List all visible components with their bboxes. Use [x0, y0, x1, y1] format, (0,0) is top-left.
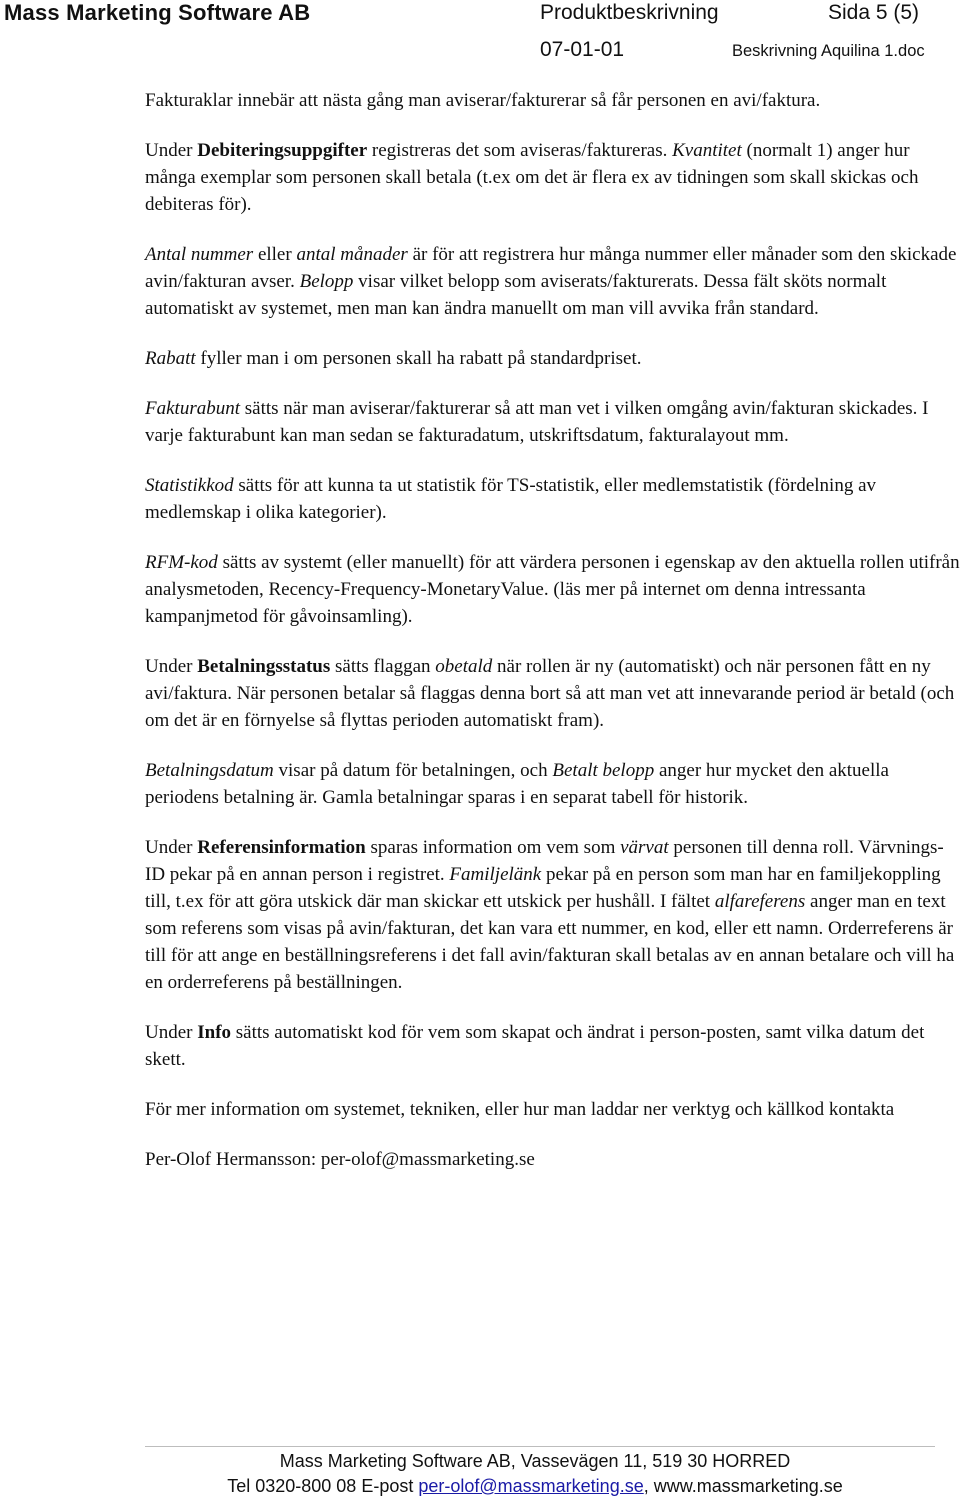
footer-email-link[interactable]: per-olof@massmarketing.se	[418, 1476, 644, 1496]
footer-contact: Tel 0320-800 08 E-post per-olof@massmarketing.se, www.massmarketing.se	[227, 1476, 843, 1496]
footer-address: Mass Marketing Software AB, Vassevägen 11, 519 30 HORRED	[279, 1451, 791, 1471]
paragraph-mer-information: För mer information om systemet, tekniken, eller hur man laddar ner verktyg och källkod kontakta	[145, 1099, 895, 1120]
header-company: Mass Marketing Software AB	[4, 0, 311, 25]
header-file-name: Beskrivning Aquilina 1.doc	[732, 42, 925, 60]
paragraph-statistikkod: Statistikkod sätts för att kunna ta ut statistik för TS-statistik, eller medlemstatistik (fördelning av medlemskap i olika kategorier).	[145, 475, 877, 523]
paragraph-fakturabunt: Fakturabunt sätts när man aviserar/fakturerar så att man vet i vilken omgång avin/fakturan skickades. I varje fakturabunt kan man sedan se fakturadatum, utskriftsdatum, fakturalayout mm.	[145, 398, 929, 446]
paragraph-info: Under Info sätts automatiskt kod för vem som skapat och ändrat i person-posten, samt vilka datum det skett.	[145, 1022, 925, 1070]
footer-divider	[145, 1446, 935, 1447]
document-body	[145, 87, 960, 1173]
header-date: 07-01-01	[540, 38, 625, 61]
paragraph-antal-nummer: Antal nummer eller antal månader är för att registrera hur många nummer eller månader som den skickade avin/fakturan avser. Belopp visar vilket belopp som aviserats/fakturerats. Dessa fält sköts normalt automatiskt av systemet, men man kan ändra manuellt om man vill avvika från standard.	[145, 244, 957, 319]
paragraph-fakturaklar: Fakturaklar innebär att nästa gång man aviserar/fakturerar så får personen en avi/faktura.	[145, 90, 821, 111]
paragraph-rabatt: Rabatt fyller man i om personen skall ha rabatt på standardpriset.	[145, 348, 642, 369]
paragraph-referensinformation: Under Referensinformation sparas information om vem som värvat personen till denna roll. Värvnings-ID pekar på en annan person i registret. Familjelänk pekar på en person som man har en familjekoppling till, t.ex för att göra utskick där man skickar ett utskick per hushåll. I fältet alfareferens anger man en text som referens som visas på avin/fakturan, det kan vara ett nummer, en kod, eller ett namn. Orderreferens är till för att ange en beställningsreferens i det fall avin/fakturan skall betalas av en annan betalare och vill ha en orderreferens på beställningen.	[145, 837, 955, 993]
paragraph-rfm-kod: RFM-kod sätts av systemt (eller manuellt) för att värdera personen i egenskap av den aktuella rollen utifrån analysmetoden, Recency-Frequency-MonetaryValue. (läs mer på internet om denna intressanta kampanjmetod för gåvoinsamling).	[145, 552, 960, 627]
header-page-number: Sida 5 (5)	[828, 1, 920, 24]
paragraph-betalningsstatus: Under Betalningsstatus sätts flaggan obetald när rollen är ny (automatiskt) och när personen fått en ny avi/faktura. När personen betalar så flaggas denna bort så att man vet att innevarande period är betald (och om det är en förnyelse så flyttas perioden automatiskt fram).	[145, 656, 955, 731]
paragraph-betalningsdatum: Betalningsdatum visar på datum för betalningen, och Betalt belopp anger hur mycket den aktuella periodens betalning är. Gamla betalningar sparas i en separat tabell för historik.	[145, 760, 889, 808]
paragraph-contact: Per-Olof Hermansson: per-olof@massmarketing.se	[145, 1149, 535, 1170]
header-doc-type: Produktbeskrivning	[540, 1, 719, 24]
paragraph-debitering: Under Debiteringsuppgifter registreras det som aviseras/faktureras. Kvantitet (normalt 1) anger hur många exemplar som personen skall betala (t.ex om det är flera ex av tidningen som skall skickas och debiteras för).	[145, 140, 919, 215]
